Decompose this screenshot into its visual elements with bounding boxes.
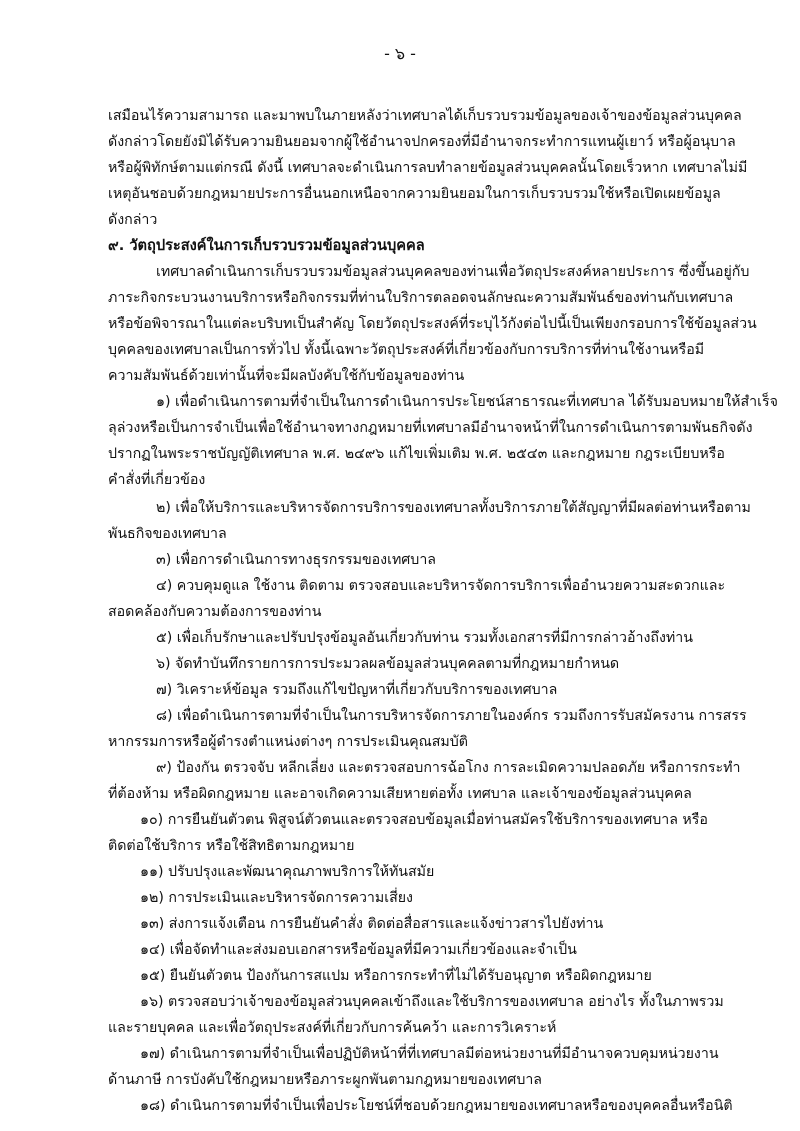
list-item-line: ๑๖) ตรวจสอบว่าเจ้าของข้อมูลส่วนบุคคลเข้าถึงและใช้บริการของเทศบาล อย่างไร ทั้งในภาพรวม (140, 994, 724, 1010)
list-item-line: ๘) เพื่อดำเนินการตามที่จำเป็นในการบริหารจัดการภายในองค์กร รวมถึงการรับสมัครงาน การสรร (156, 708, 747, 724)
intro-line: ดังกล่าว (108, 212, 158, 228)
list-item-line: ๑) เพื่อดำเนินการตามที่จำเป็นในการดำเนินการประโยชน์สาธารณะที่เทศบาล ได้รับมอบหมายให้สำเร็จ (156, 394, 778, 410)
section-paragraph-line: หรือข้อพิจารณาในแต่ละบริบทเป็นสำคัญ โดยวัตถุประสงค์ที่ระบุไว้กังต่อไปนี้เป็นเพียงกรอบการใช้ข้อมูลส่วน (108, 316, 757, 332)
list-item-line: คำสั่งที่เกี่ยวข้อง (108, 472, 206, 488)
page-number: - ๖ - (384, 44, 416, 63)
list-item-line: ปรากฏในพระราชบัญญัติเทศบาล พ.ศ. ๒๔๙๖ แก้ไขเพิ่มเติม พ.ศ. ๒๕๔๓ และกฎหมาย กฎระเบียบหรือ (108, 446, 725, 462)
list-item-line: ด้านภาษี การบังคับใช้กฎหมายหรือภาระผูกพันตามกฎหมายของเทศบาล (108, 1072, 542, 1088)
section-heading: ๙. วัตถุประสงค์ในการเก็บรวบรวมข้อมูลส่วนบุคคล (108, 237, 425, 254)
list-item-line: ๑๗) ดำเนินการตามที่จำเป็นเพื่อปฏิบัติหน้าที่ที่เทศบาลมีต่อหน่วยงานที่มีอำนาจควบคุมหน่วยงาน (140, 1046, 719, 1062)
list-item-line: หากรรมการหรือผู้ดำรงตำแหน่งต่างๆ การประเมินคุณสมบัติ (108, 734, 468, 750)
section-paragraph-line: เทศบาลดำเนินการเก็บรวบรวมข้อมูลส่วนบุคคลของท่านเพื่อวัตถุประสงค์หลายประการ ซึ่งขึ้นอยู่กับ (156, 264, 750, 280)
section-paragraph-line: บุคคลของเทศบาลเป็นการทั่วไป ทั้งนี้เฉพาะวัตถุประสงค์ที่เกี่ยวข้องกับการบริการที่ท่านใช้งานหรือมี (108, 342, 705, 358)
list-item-line: สอดคล้องกับความต้องการของท่าน (108, 604, 322, 620)
list-item-line: ที่ต้องห้าม หรือผิดกฎหมาย และอาจเกิดความเสียหายต่อทั้ง เทศบาล และเจ้าของข้อมูลส่วนบุคคล (108, 786, 692, 802)
list-item-line: ติดต่อใช้บริการ หรือใช้สิทธิตามกฎหมาย (108, 838, 355, 854)
list-item-line: พันธกิจของเทศบาล (108, 526, 227, 542)
section-paragraph-line: ภาระกิจกระบวนงานบริการหรือกิจกรรมที่ท่านใบริการตลอดจนลักษณะความสัมพันธ์ของท่านกับเทศบาล (108, 290, 734, 306)
list-item-line: ๖) จัดทำบันทึกรายการการประมวลผลข้อมูลส่วนบุคคลตามที่กฎหมายกำหนด (156, 656, 620, 672)
list-item-line: ลุล่วงหรือเป็นการจำเป็นเพื่อใช้อำนาจทางกฎหมายที่เทศบาลมีอำนาจหน้าที่ในการดำเนินการตามพันธกิจดัง (108, 420, 753, 436)
intro-line: เหตุอันชอบด้วยกฎหมายประการอื่นนอกเหนือจากความยินยอมในการเก็บรวบรวมใช้หรือเปิดเผยข้อมูล (108, 186, 721, 202)
list-item-line: และรายบุคคล และเพื่อวัตถุประสงค์ที่เกี่ยวกับการค้นคว้า และการวิเคราะห์ (108, 1020, 557, 1036)
list-item-line: ๗) วิเคราะห์ข้อมูล รวมถึงแก้ไขปัญหาที่เกี่ยวกับบริการของเทศบาล (156, 682, 558, 698)
list-item-line: ๕) เพื่อเก็บรักษาและปรับปรุงข้อมูลอันเกี่ยวกับท่าน รวมทั้งเอกสารที่มีการกล่าวอ้างถึงท่าน (156, 630, 693, 646)
intro-line: ดังกล่าวโดยยังมิได้รับความยินยอมจากผู้ใช้อำนาจปกครองที่มีอำนาจกระทำการแทนผู้เยาว์ หรือผู้อนุบาล (108, 134, 736, 150)
list-item-line: ๔) ควบคุมดูแล ใช้งาน ติดตาม ตรวจสอบและบริหารจัดการบริการเพื่ออำนวยความสะดวกและ (156, 578, 726, 594)
list-item-line: ๑๑) ปรับปรุงและพัฒนาคุณภาพบริการให้ทันสมัย (140, 864, 435, 880)
intro-line: หรือผู้พิทักษ์ตามแต่กรณี ดังนี้ เทศบาลจะดำเนินการลบทำลายข้อมูลส่วนบุคคลนั้นโดยเร็วหาก เทศบาลไม่มี (108, 160, 748, 176)
list-item-line: ๑๒) การประเมินและบริหารจัดการความเสี่ยง (140, 890, 413, 906)
list-item-line: ๒) เพื่อให้บริการและบริหารจัดการบริการของเทศบาลทั้งบริการภายใต้สัญญาที่มีผลต่อท่านหรือตาม (156, 500, 751, 516)
list-item-line: ๓) เพื่อการดำเนินการทางธุรกรรมของเทศบาล (156, 552, 436, 568)
section-paragraph-line: ความสัมพันธ์ด้วยเท่านั้นที่จะมีผลบังคับใช้กับข้อมูลของท่าน (108, 368, 465, 384)
list-item-line: ๑๘) ดำเนินการตามที่จำเป็นเพื่อประโยชน์ที่ชอบด้วยกฎหมายของเทศบาลหรือของบุคคลอื่นหรือนิติ (140, 1098, 733, 1114)
list-item-line: ๑๕) ยืนยันตัวตน ป้องกันการสแปม หรือการกระทำที่ไม่ได้รับอนุญาต หรือผิดกฎหมาย (140, 968, 652, 984)
intro-line: เสมือนไร้ความสามารถ และมาพบในภายหลังว่าเทศบาลได้เก็บรวบรวมข้อมูลของเจ้าของข้อมูลส่วนบุคคล (108, 108, 742, 124)
list-item-line: ๑๔) เพื่อจัดทำและส่งมอบเอกสารหรือข้อมูลที่มีความเกี่ยวข้องและจำเป็น (140, 942, 577, 958)
list-item-line: ๑๐) การยืนยันตัวตน พิสูจน์ตัวตนและตรวจสอบข้อมูลเมื่อท่านสมัครใช้บริการของเทศบาล หรือ (140, 812, 708, 828)
list-item-line: ๑๓) ส่งการแจ้งเตือน การยืนยันคำสั่ง ติดต่อสื่อสารและแจ้งข่าวสารไปยังท่าน (140, 916, 604, 932)
list-item-line: ๙) ป้องกัน ตรวจจับ หลีกเลี่ยง และตรวจสอบการฉ้อโกง การละเมิดความปลอดภัย หรือการกระทำ (156, 760, 741, 776)
